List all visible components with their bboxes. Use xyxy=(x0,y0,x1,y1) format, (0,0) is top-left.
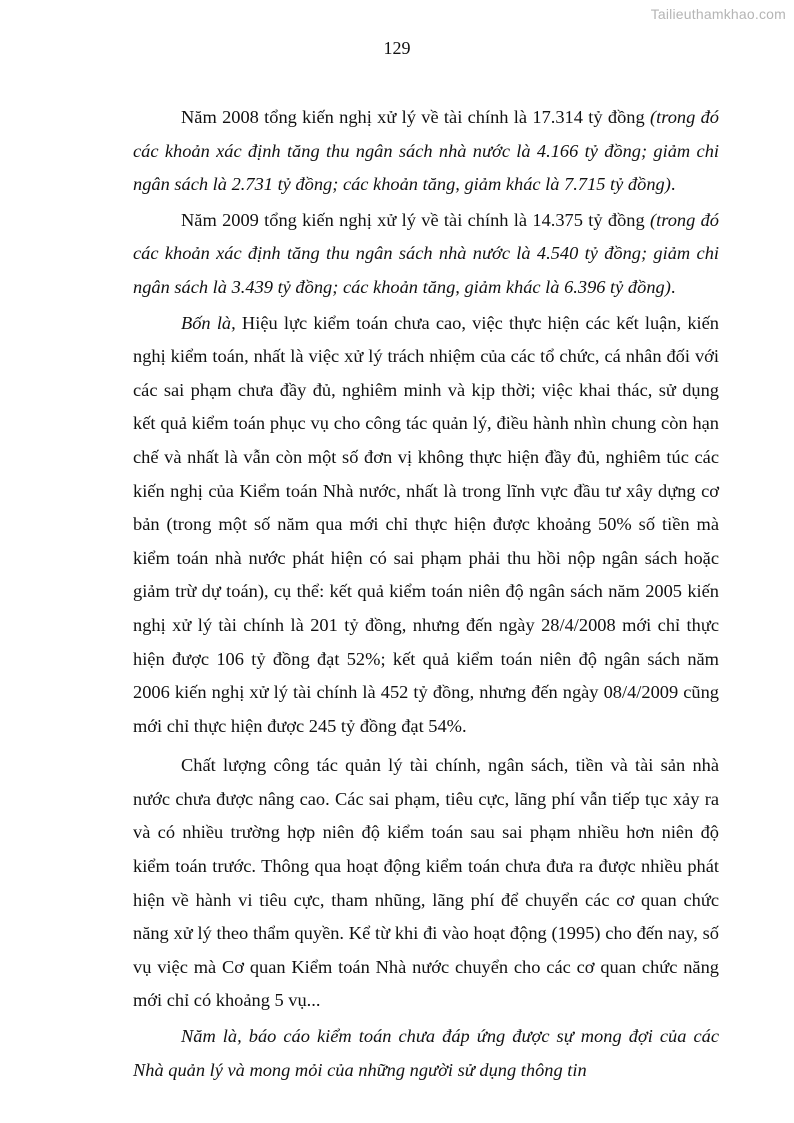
paragraph-bon-la xyxy=(133,307,719,744)
watermark: Tailieuthamkhao.com xyxy=(650,6,786,22)
paragraph-text: Hiệu lực kiểm toán chưa cao, việc thực hiện các kết luận, kiến nghị kiểm toán, nhất là việc xử lý trách nhiệm của các tổ chức, cá nhân đối với các sai phạm chưa đầy đủ, nghiêm minh và kịp thời; việc khai thác, sử dụng kết quả kiểm toán phục vụ cho công tác quản lý, điều hành nhìn chung còn hạn chế và nhất là vẫn còn một số đơn vị không thực hiện đầy đủ, nghiêm túc các kiến nghị của Kiểm toán Nhà nước, nhất là trong lĩnh vực đầu tư xây dựng cơ bản (trong một số năm qua mới chỉ thực hiện được khoảng 50% số tiền mà kiểm toán nhà nước phát hiện có sai phạm phải thu hồi nộp ngân sách hoặc giảm trừ dự toán), cụ thể: kết quả kiểm toán niên độ ngân sách năm 2005 kiến nghị xử lý tài chính là 201 tỷ đồng, nhưng đến ngày 28/4/2008 mới chỉ thực hiện được 106 tỷ đồng đạt 52%; kết quả kiểm toán niên độ ngân sách năm 2006 kiến nghị xử lý tài chính là 452 tỷ đồng, nhưng đến ngày 08/4/2009 cũng mới chỉ thực hiện được 245 tỷ đồng đạt 54%. xyxy=(133,312,720,736)
paragraph-text: Chất lượng công tác quản lý tài chính, ngân sách, tiền và tài sản nhà nước chưa được nâng cao. Các sai phạm, tiêu cực, lãng phí vẫn tiếp tục xảy ra và có nhiều trường hợp niên độ kiểm toán sau sai phạm nhiều hơn niên độ kiểm toán trước. Thông qua hoạt động kiểm toán chưa đưa ra được nhiều phát hiện về hành vi tiêu cực, tham nhũng, lãng phí để chuyển các cơ quan chức năng xử lý theo thẩm quyền. Kể từ khi đi vào hoạt động (1995) cho đến nay, số vụ việc mà Cơ quan Kiểm toán Nhà nước chuyển cho các cơ quan chức năng mới chỉ có khoảng 5 vụ... xyxy=(133,755,719,1011)
paragraph-end: . xyxy=(670,276,676,297)
paragraph-end: . xyxy=(670,174,676,195)
paragraph-italic-heading: Năm là, báo cáo kiểm toán chưa đáp ứng được sự mong đợi của các Nhà quản lý và mong mỏi của những người sử dụng thông tin xyxy=(133,1026,719,1080)
paragraph-chat-luong xyxy=(133,749,719,1018)
paragraph-text: Năm 2008 tổng kiến nghị xử lý về tài chính là 17.314 tỷ đồng xyxy=(181,107,650,127)
document-body xyxy=(133,101,719,1087)
paragraph-text: Năm 2009 tổng kiến nghị xử lý về tài chính là 14.375 tỷ đồng xyxy=(181,209,650,230)
page-number: 129 xyxy=(383,38,411,58)
paragraph-italic-detail: (trong đó các khoản xác định tăng thu ngân sách nhà nước là 4.166 tỷ đồng; giảm chi ngân sách là 2.731 tỷ đồng; các khoản tăng, giảm khác là 7.715 tỷ đồng) xyxy=(133,107,719,195)
paragraph-2008-summary xyxy=(133,101,719,202)
paragraph-lead: Bốn là, xyxy=(181,312,236,333)
paragraph-italic-detail: (trong đó các khoản xác định tăng thu ngân sách nhà nước là 4.540 tỷ đồng; giảm chi ngân sách là 3.439 tỷ đồng; các khoản tăng, giảm khác là 6.396 tỷ đồng) xyxy=(133,209,719,297)
paragraph-2009-summary xyxy=(133,204,719,305)
paragraph-nam-la xyxy=(133,1020,719,1087)
